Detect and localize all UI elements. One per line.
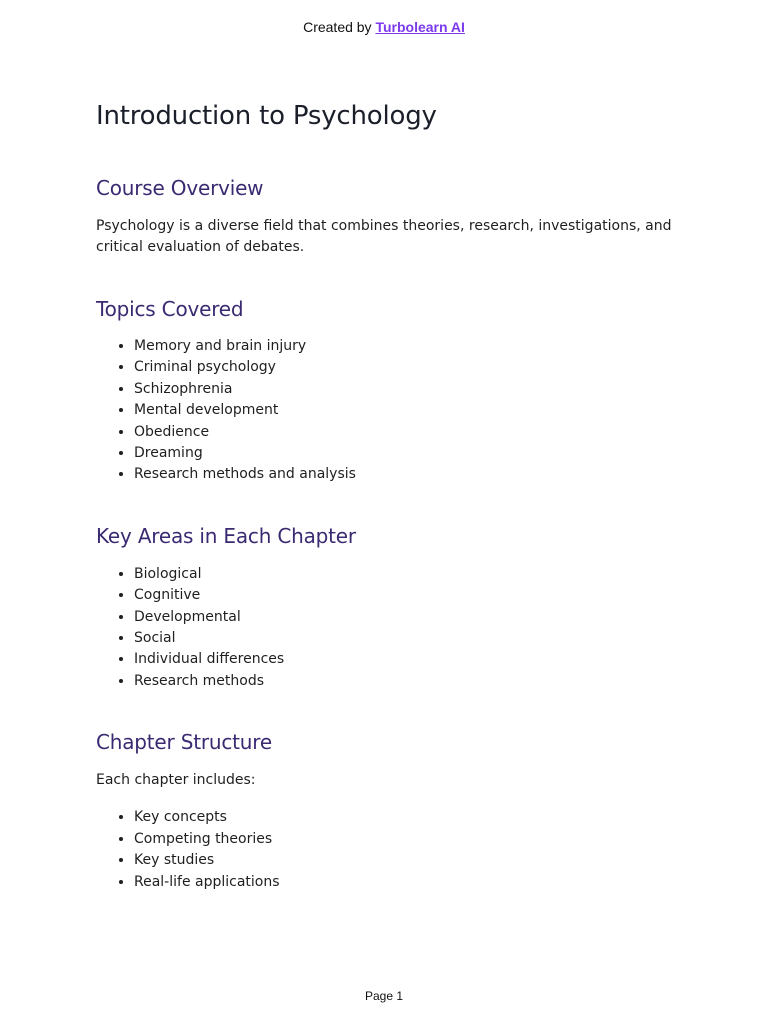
topic-item: • Mental development	[134, 400, 676, 421]
topic-item: • Schizophrenia	[134, 379, 676, 400]
document-body	[96, 96, 676, 893]
topic-item: • Dreaming	[134, 443, 676, 464]
topics-covered-heading: Topics Covered	[96, 297, 244, 321]
structure-item: • Real-life applications	[134, 872, 676, 893]
key-areas-list	[96, 564, 676, 692]
structure-item: • Competing theories	[134, 829, 676, 850]
chapter-structure-intro: Each chapter includes:	[96, 772, 256, 789]
creator-credit-prefix: Created by	[303, 19, 372, 35]
course-overview-section	[96, 174, 676, 258]
creator-credit	[0, 18, 768, 36]
turbolearn-link[interactable]: Turbolearn AI	[375, 19, 465, 35]
key-area-item: • Cognitive	[134, 585, 676, 606]
course-overview-heading: Course Overview	[96, 176, 264, 200]
topics-covered-section	[96, 295, 676, 486]
key-area-item: • Developmental	[134, 607, 676, 628]
page-title: Introduction to Psychology	[96, 101, 437, 131]
key-area-item: • Social	[134, 628, 676, 649]
topic-item: • Criminal psychology	[134, 357, 676, 378]
key-areas-heading: Key Areas in Each Chapter	[96, 523, 356, 548]
course-overview-text: Psychology is a diverse field that combines theories, research, investigations, and critical evaluation of debates.	[96, 218, 672, 255]
page-number: Page 1	[364, 989, 404, 1003]
topics-list	[96, 336, 676, 486]
key-area-item: • Biological	[134, 564, 676, 585]
structure-item: • Key concepts	[134, 807, 676, 828]
chapter-structure-section	[96, 728, 676, 893]
key-area-item: • Individual differences	[134, 649, 676, 670]
key-area-item: • Research methods	[134, 671, 676, 692]
chapter-structure-heading: Chapter Structure	[96, 730, 272, 755]
topic-item: • Memory and brain injury	[134, 336, 676, 357]
topic-item: • Research methods and analysis	[134, 464, 676, 485]
structure-item: • Key studies	[134, 850, 676, 871]
topic-item: • Obedience	[134, 422, 676, 443]
chapter-structure-list	[96, 807, 676, 893]
key-areas-section	[96, 522, 676, 692]
